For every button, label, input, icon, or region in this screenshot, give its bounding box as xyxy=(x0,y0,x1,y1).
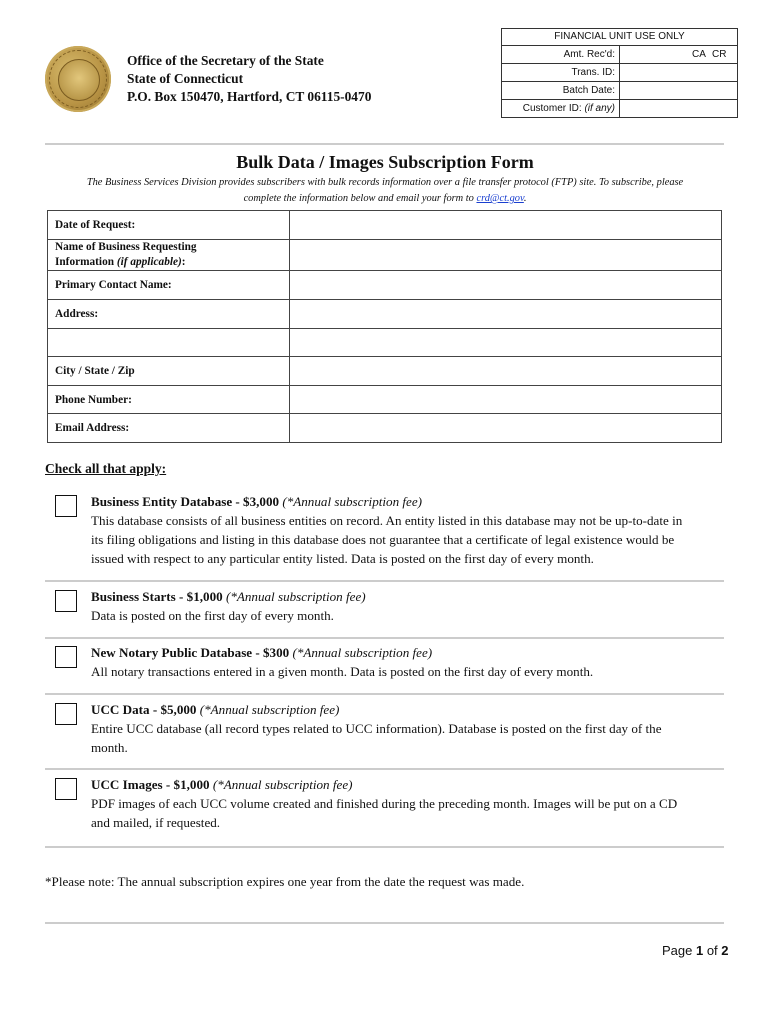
office-line: Office of the Secretary of the State xyxy=(127,53,324,68)
field-label-line2: Information xyxy=(55,256,117,268)
customer-id-label xyxy=(502,100,620,117)
option-text xyxy=(91,587,721,625)
field-label xyxy=(48,240,290,271)
trans-id-label: Trans. ID: xyxy=(502,64,620,81)
option-title xyxy=(91,700,721,719)
page-total: 2 xyxy=(721,943,729,958)
form-title: Bulk Data / Images Subscription Form xyxy=(236,152,534,172)
field-label: Date of Request: xyxy=(48,211,290,240)
business-entity-checkbox[interactable] xyxy=(55,495,77,517)
phone-input[interactable] xyxy=(290,386,722,414)
option-fee: (*Annual subscription fee) xyxy=(199,702,340,717)
business-starts-checkbox[interactable] xyxy=(55,590,77,612)
option-desc: Entire UCC database (all record types related to UCC information). Database is posted on the first day of the xyxy=(91,721,662,736)
option-text xyxy=(91,492,721,568)
financial-heading: FINANCIAL UNIT USE ONLY xyxy=(502,29,737,46)
request-table xyxy=(47,210,722,443)
table-row xyxy=(48,329,722,357)
divider xyxy=(45,580,724,582)
customer-id-text: Customer ID: xyxy=(522,103,582,114)
page-of: of xyxy=(703,943,722,958)
address-input[interactable] xyxy=(290,300,722,329)
financial-row xyxy=(502,82,737,100)
date-of-request-input[interactable] xyxy=(290,211,722,240)
option-desc: PDF images of each UCC volume created and finished during the preceding month. Images will be put on a CD xyxy=(91,796,678,811)
option-name: UCC Images - $1,000 xyxy=(91,777,210,792)
intro-line: The Business Services Division provides subscribers with bulk records information over a file transfer protocol (FTP) site. To subscribe, please xyxy=(86,177,684,188)
ucc-images-checkbox[interactable] xyxy=(55,778,77,800)
option-desc: This database consists of all business entities on record. An entity listed in this database may not be up-to-date in xyxy=(91,513,683,528)
trans-id-field[interactable] xyxy=(620,64,737,81)
table-row xyxy=(48,300,722,329)
option-fee: (*Annual subscription fee) xyxy=(292,645,433,660)
divider xyxy=(45,637,724,639)
batch-date-label: Batch Date: xyxy=(502,82,620,99)
field-label: Address: xyxy=(48,300,290,329)
office-line: P.O. Box 150470, Hartford, CT 06115-0470 xyxy=(127,89,372,104)
option-desc: All notary transactions entered in a given month. Data is posted on the first day of every month. xyxy=(91,664,594,679)
financial-unit-box xyxy=(501,28,738,118)
table-row xyxy=(48,271,722,300)
notary-checkbox[interactable] xyxy=(55,646,77,668)
table-row xyxy=(48,414,722,443)
business-name-input[interactable] xyxy=(290,240,722,271)
office-line: State of Connecticut xyxy=(127,71,244,86)
table-row xyxy=(48,211,722,240)
page-current: 1 xyxy=(695,943,704,958)
state-seal xyxy=(45,46,111,112)
table-row xyxy=(48,357,722,386)
financial-row xyxy=(502,64,737,82)
field-label: City / State / Zip xyxy=(48,357,290,386)
option-name: Business Starts - $1,000 xyxy=(91,589,223,604)
table-row xyxy=(48,386,722,414)
check-heading: Check all that apply: xyxy=(45,461,167,476)
email-input[interactable] xyxy=(290,414,722,443)
primary-contact-input[interactable] xyxy=(290,271,722,300)
field-label-line1: Name of Business Requesting xyxy=(55,241,197,253)
form-intro xyxy=(50,175,720,207)
city-state-zip-input[interactable] xyxy=(290,357,722,386)
option-text xyxy=(91,775,721,832)
divider xyxy=(45,846,724,848)
email-link[interactable]: crd@ct.gov xyxy=(476,193,524,204)
option-title xyxy=(91,643,721,662)
office-address xyxy=(127,52,371,106)
intro-text: complete the information below and email your form to xyxy=(243,193,477,204)
option-name: UCC Data - $5,000 xyxy=(91,702,197,717)
amt-recd-field[interactable] xyxy=(620,46,737,63)
table-row xyxy=(48,240,722,271)
option-desc: issued with respect to any particular entity listed. Data is posted on the first day of every month. xyxy=(91,551,594,566)
customer-id-note: (if any) xyxy=(584,103,615,114)
option-title xyxy=(91,492,721,511)
intro-text-end: . xyxy=(523,193,527,204)
divider xyxy=(45,768,724,770)
option-fee: (*Annual subscription fee) xyxy=(225,589,366,604)
ucc-data-checkbox[interactable] xyxy=(55,703,77,725)
seal-center xyxy=(58,59,100,101)
financial-row xyxy=(502,46,737,64)
option-title xyxy=(91,775,721,794)
option-fee: (*Annual subscription fee) xyxy=(212,777,353,792)
option-fee: (*Annual subscription fee) xyxy=(282,494,423,509)
field-label xyxy=(48,329,290,357)
customer-id-field[interactable] xyxy=(620,100,737,117)
page-prefix: Page xyxy=(662,943,696,958)
option-title xyxy=(91,587,721,606)
option-desc: Data is posted on the first day of every month. xyxy=(91,608,334,623)
divider xyxy=(45,693,724,695)
field-label: Phone Number: xyxy=(48,386,290,414)
divider xyxy=(45,922,724,924)
option-desc: month. xyxy=(91,740,128,755)
option-desc: its filing obligations and listing in this database does not guarantee that a certificate of legal existence would be xyxy=(91,532,675,547)
cr-label: CR xyxy=(712,49,727,60)
option-name: Business Entity Database - $3,000 xyxy=(91,494,280,509)
option-text xyxy=(91,700,721,757)
option-name: New Notary Public Database - $300 xyxy=(91,645,290,660)
page-number xyxy=(662,943,729,958)
divider xyxy=(45,143,724,145)
intro-line xyxy=(50,191,720,207)
field-label-end: : xyxy=(181,256,186,268)
option-desc: and mailed, if requested. xyxy=(91,815,221,830)
field-label-italic: (if applicable) xyxy=(116,256,182,268)
amt-recd-label: Amt. Rec'd: xyxy=(502,46,620,63)
field-label: Email Address: xyxy=(48,414,290,443)
ca-label: CA xyxy=(692,49,706,60)
option-text xyxy=(91,643,721,681)
financial-row xyxy=(502,100,737,117)
field-label: Primary Contact Name: xyxy=(48,271,290,300)
subscription-note: *Please note: The annual subscription expires one year from the date the request was made. xyxy=(45,874,525,889)
batch-date-field[interactable] xyxy=(620,82,737,99)
address-line2-input[interactable] xyxy=(290,329,722,357)
